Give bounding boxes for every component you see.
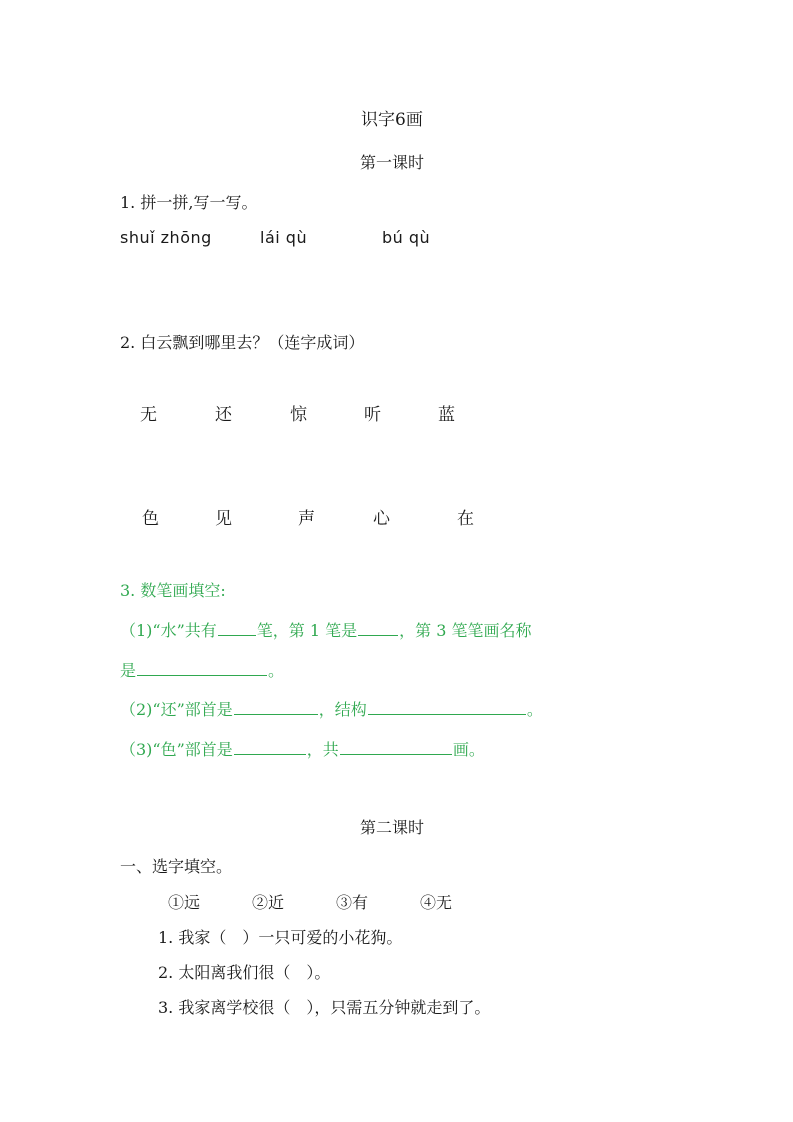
question-3-line-1 (120, 618, 532, 641)
line-text: 是 (120, 661, 137, 680)
question-3-label: 3. 数笔画填空: (120, 581, 226, 600)
match-char-top: 无 (140, 405, 157, 425)
fill-blank[interactable] (137, 661, 267, 676)
line-text: 画。 (452, 740, 485, 759)
line-text: 笔，第 1 笔是 (256, 621, 358, 640)
line-text: 。 (526, 700, 543, 719)
page-title: 识字6画 (361, 110, 423, 130)
line-text: ，第 3 笔笔画名称 (399, 621, 532, 640)
question-3-line-2 (120, 658, 284, 681)
fill-blank[interactable] (234, 700, 318, 715)
line-text: （2)“还”部首是 (120, 700, 233, 719)
choice-option: ④无 (420, 893, 453, 912)
fill-blank[interactable] (368, 700, 526, 715)
line-text: ，结构 (318, 700, 367, 719)
fill-blank[interactable] (358, 621, 398, 636)
line-text: 。 (268, 661, 285, 680)
choice-option: ③有 (336, 893, 369, 912)
question-1-label: 1. 拼一拼,写一写。 (120, 193, 258, 212)
match-char-bottom: 见 (215, 509, 232, 529)
match-char-bottom: 心 (373, 509, 390, 529)
match-char-bottom: 色 (142, 509, 159, 529)
choice-option: ①远 (168, 893, 201, 912)
match-char-top: 还 (215, 405, 232, 425)
fill-blank[interactable] (340, 740, 452, 755)
question-3-line-4 (120, 737, 485, 760)
line-text: ，共 (306, 740, 339, 759)
fill-blank[interactable] (234, 740, 306, 755)
question-2-label: 2. 白云飘到哪里去？（连字成词） (120, 333, 365, 352)
lesson-1-heading: 第一课时 (360, 153, 425, 172)
line-text: （1)“水”共有 (120, 621, 217, 640)
match-char-top: 蓝 (438, 405, 455, 425)
pinyin-item: shuǐ zhōng (120, 228, 212, 247)
match-char-top: 听 (364, 405, 381, 425)
lesson-2-heading: 第二课时 (360, 818, 425, 837)
fill-blank[interactable] (218, 621, 256, 636)
match-char-top: 惊 (290, 405, 307, 425)
match-char-bottom: 在 (457, 509, 474, 529)
pinyin-item: lái qù (260, 228, 308, 247)
fill-item: 3. 我家离学校很（ ），只需五分钟就走到了。 (158, 998, 491, 1017)
choice-option: ②近 (252, 893, 285, 912)
line-text: （3)“色”部首是 (120, 740, 233, 759)
pinyin-item: bú qù (382, 228, 431, 247)
match-char-bottom: 声 (298, 509, 315, 529)
fill-item: 1. 我家（ ）一只可爱的小花狗。 (158, 928, 403, 947)
question-3-line-3 (120, 697, 543, 720)
fill-item: 2. 太阳离我们很（ ）。 (158, 963, 331, 982)
part-1-label: 一、选字填空。 (120, 857, 233, 876)
